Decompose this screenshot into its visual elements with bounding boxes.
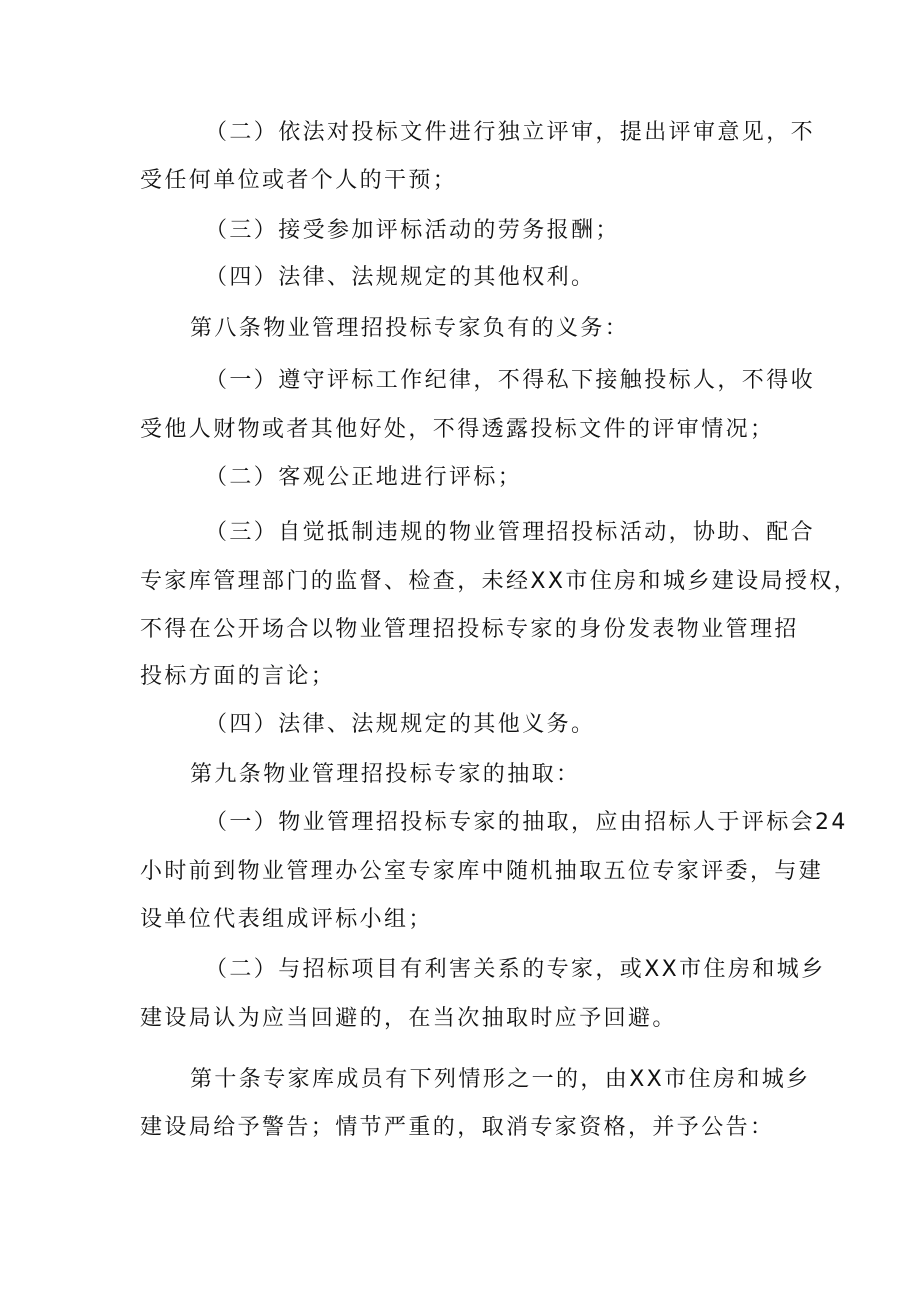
article-heading: 第八条物业管理招投标专家负有的义务： bbox=[190, 316, 630, 341]
paragraph-line: （四）法律、法规规定的其他权利。 bbox=[205, 265, 596, 290]
paragraph-line: 受他人财物或者其他好处，不得透露投标文件的评审情况； bbox=[140, 417, 775, 442]
paragraph-line: 设单位代表组成评标小组； bbox=[140, 907, 433, 932]
paragraph-line: （三）自觉抵制违规的物业管理招投标活动，协助、配合 bbox=[205, 520, 816, 545]
paragraph-line: （二）与招标项目有利害关系的专家，或XX市住房和城乡 bbox=[205, 957, 826, 982]
paragraph-line: 受任何单位或者个人的干预； bbox=[140, 168, 458, 193]
paragraph-line: （一）物业管理招投标专家的抽取，应由招标人于评标会24 bbox=[205, 810, 848, 835]
paragraph-line: 不得在公开场合以物业管理招投标专家的身份发表物业管理招 bbox=[140, 617, 799, 642]
paragraph-line: 建设局认为应当回避的，在当次抽取时应予回避。 bbox=[140, 1006, 677, 1031]
paragraph-line: （二）客观公正地进行评标； bbox=[205, 465, 523, 490]
paragraph-line: 投标方面的言论； bbox=[140, 664, 336, 689]
paragraph-line: （三）接受参加评标活动的劳务报酬； bbox=[205, 218, 620, 243]
paragraph-line: （四）法律、法规规定的其他义务。 bbox=[205, 712, 596, 737]
paragraph-line: （一）遵守评标工作纪律，不得私下接触投标人，不得收 bbox=[205, 368, 816, 393]
paragraph-line: 小时前到物业管理办公室专家库中随机抽取五位专家评委，与建 bbox=[140, 859, 824, 884]
article-heading: 第十条专家库成员有下列情形之一的，由XX市住房和城乡 bbox=[190, 1067, 811, 1092]
article-heading: 第九条物业管理招投标专家的抽取： bbox=[190, 762, 581, 787]
paragraph-line: （二）依法对投标文件进行独立评审，提出评审意见，不 bbox=[205, 120, 816, 145]
paragraph-line: 专家库管理部门的监督、检查，未经XX市住房和城乡建设局授权， bbox=[140, 569, 859, 594]
paragraph-line: 建设局给予警告；情节严重的，取消专家资格，并予公告： bbox=[140, 1115, 775, 1140]
